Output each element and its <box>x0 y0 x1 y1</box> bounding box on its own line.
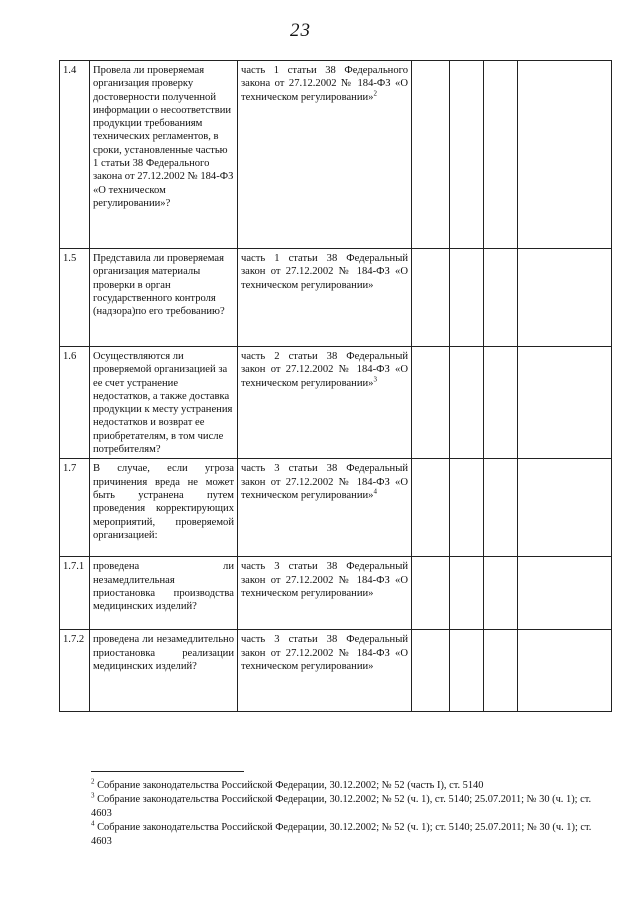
answer-cell-no[interactable] <box>450 347 484 459</box>
answer-cell-na[interactable] <box>484 630 518 712</box>
law-reference: часть 3 статьи 38 Федеральный закон от 27.12.2002 № 184-ФЗ «О техническом регулировании»$^4$ <box>238 459 412 557</box>
law-reference: часть 1 статьи 38 Федерального закона от 27.12.2002 № 184-ФЗ «О техническом регулировании»$^2$ <box>238 61 412 249</box>
row-number: 1.7 <box>60 459 90 557</box>
page-number: 23 <box>290 20 311 41</box>
answer-cell-yes[interactable] <box>412 630 450 712</box>
footnote-mark: 4 <box>91 819 95 828</box>
footnote-text: Собрание законодательства Российской Федерации, 30.12.2002; № 52 (ч. 1), ст. 5140; 25.07.2011; № 30 (ч. 1); ст. 4603 <box>91 794 592 819</box>
footnotes <box>91 779 611 849</box>
table-row <box>60 61 612 249</box>
answer-cell-yes[interactable] <box>412 249 450 347</box>
row-number: 1.7.1 <box>60 557 90 630</box>
footnote <box>91 821 611 849</box>
question-text: проведена ли незамедлительно приостановка реализации медицинских изделий? <box>90 630 238 712</box>
answer-cell-na[interactable] <box>484 249 518 347</box>
footnote <box>91 779 611 793</box>
footnote-divider <box>91 771 244 772</box>
notes-cell[interactable] <box>518 347 612 459</box>
row-number: 1.5 <box>60 249 90 347</box>
law-reference: часть 2 статьи 38 Федеральный закон от 27.12.2002 № 184-ФЗ «О техническом регулировании»$^3$ <box>238 347 412 459</box>
question-text: Представила ли проверяемая организация материалы проверки в орган государственного контроля (надзора)по его требованию? <box>90 249 238 347</box>
footnote-text: Собрание законодательства Российской Федерации, 30.12.2002; № 52 (часть I), ст. 5140 <box>97 780 484 791</box>
answer-cell-na[interactable] <box>484 347 518 459</box>
footnote-text: Собрание законодательства Российской Федерации, 30.12.2002; № 52 (ч. 1); ст. 5140; 25.07.2011; № 30 (ч. 1); ст. 4603 <box>91 822 592 847</box>
answer-cell-yes[interactable] <box>412 557 450 630</box>
table-row <box>60 347 612 459</box>
table-row <box>60 459 612 557</box>
answer-cell-yes[interactable] <box>412 61 450 249</box>
row-number: 1.7.2 <box>60 630 90 712</box>
answer-cell-no[interactable] <box>450 249 484 347</box>
question-text: Провела ли проверяемая организация проверку достоверности полученной информации о несоответствии продукции требованиям технических регламентов, в сроки, установленные частью 1 статьи 38 Федерального закона от 27.12.2002 № 184-ФЗ «О техническом регулировании»? <box>90 61 238 249</box>
question-text: проведена ли незамедлительная приостановка производства медицинских изделий? <box>90 557 238 630</box>
law-reference: часть 1 статьи 38 Федеральный закон от 27.12.2002 № 184-ФЗ «О техническом регулировании» <box>238 249 412 347</box>
answer-cell-no[interactable] <box>450 557 484 630</box>
footnote-mark: 3 <box>91 791 95 800</box>
table-row <box>60 249 612 347</box>
law-reference: часть 3 статьи 38 Федеральный закон от 27.12.2002 № 184-ФЗ «О техническом регулировании» <box>238 557 412 630</box>
footnote-ref: 2 <box>373 89 377 98</box>
table-row <box>60 630 612 712</box>
notes-cell[interactable] <box>518 249 612 347</box>
notes-cell[interactable] <box>518 557 612 630</box>
answer-cell-na[interactable] <box>484 459 518 557</box>
answer-cell-na[interactable] <box>484 61 518 249</box>
notes-cell[interactable] <box>518 459 612 557</box>
row-number: 1.6 <box>60 347 90 459</box>
answer-cell-no[interactable] <box>450 459 484 557</box>
answer-cell-no[interactable] <box>450 61 484 249</box>
checklist-table <box>59 60 612 712</box>
answer-cell-yes[interactable] <box>412 347 450 459</box>
footnote <box>91 793 611 821</box>
footnote-mark: 2 <box>91 777 95 786</box>
table-row <box>60 557 612 630</box>
question-text: Осуществляются ли проверяемой организацией за ее счет устранение недостатков, а также доставка продукции к месту устранения недостатков и возврат ее приобретателям, в том числе потребителям? <box>90 347 238 459</box>
law-reference: часть 3 статьи 38 Федеральный закон от 27.12.2002 № 184-ФЗ «О техническом регулировании» <box>238 630 412 712</box>
question-text: В случае, если угроза причинения вреда не может быть устранена путем проведения корректирующих мероприятий, проверяемой организацией: <box>90 459 238 557</box>
footnote-ref: 3 <box>373 375 377 384</box>
notes-cell[interactable] <box>518 630 612 712</box>
answer-cell-no[interactable] <box>450 630 484 712</box>
answer-cell-yes[interactable] <box>412 459 450 557</box>
footnote-ref: 4 <box>373 487 377 496</box>
notes-cell[interactable] <box>518 61 612 249</box>
answer-cell-na[interactable] <box>484 557 518 630</box>
row-number: 1.4 <box>60 61 90 249</box>
